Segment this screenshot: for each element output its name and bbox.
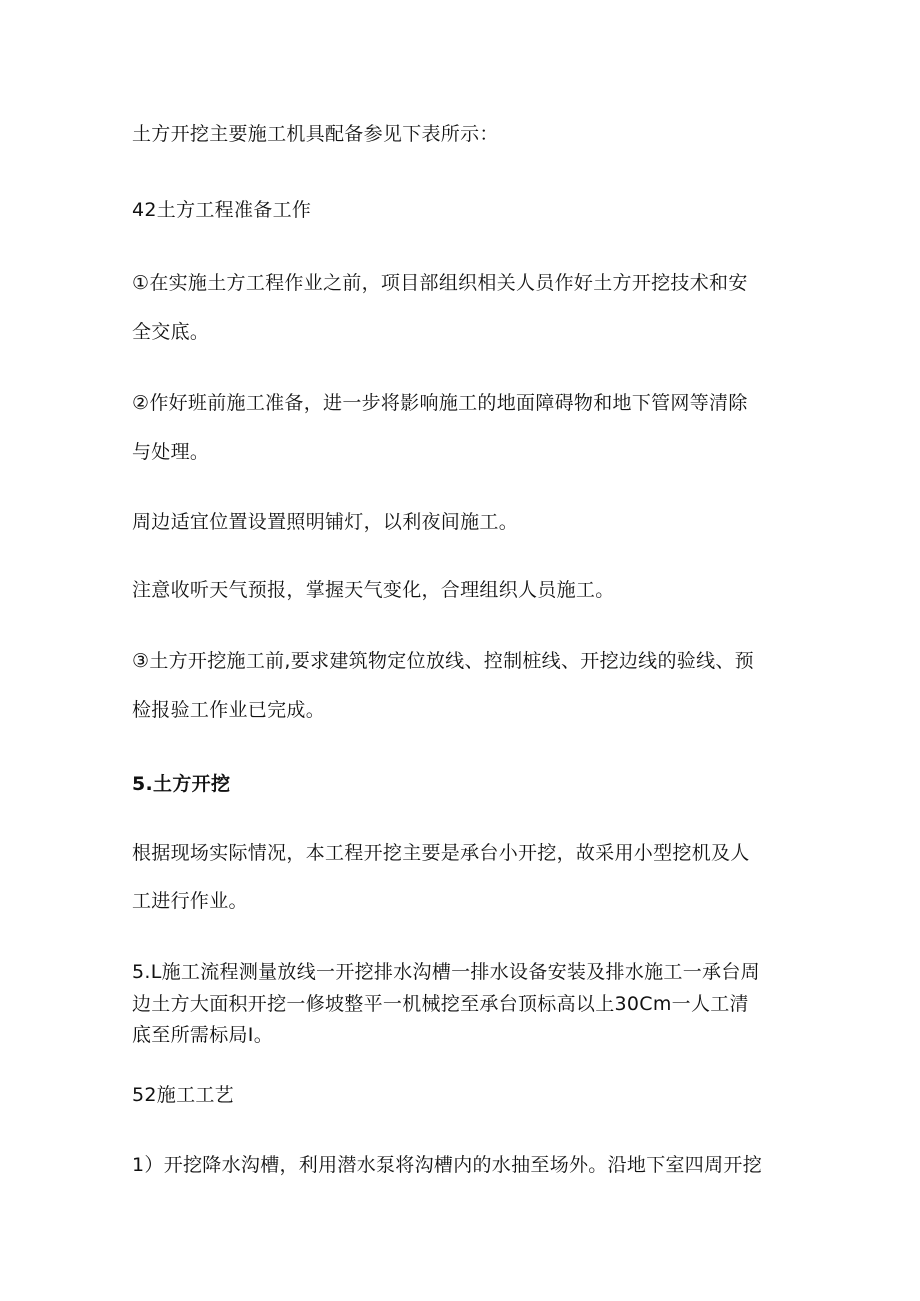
text-line-process-1: 1）开挖降水沟槽，利用潜水泵将沟槽内的水抽至场外。沿地下室四周开挖 [132, 1154, 762, 1176]
text-line-item-3-b: 检报验工作业已完成。 [132, 699, 326, 721]
text-line-lighting: 周边适宜位置设置照明铺灯，以利夜间施工。 [132, 511, 519, 533]
text-line-flow-b: 边土方大面积开挖一修坡整平一机械挖至承台顶标高以上30Cm一人工清 [132, 993, 749, 1015]
text-line-item-2-a: ②作好班前施工准备，进一步将影响施工的地面障碍物和地下管网等清除 [132, 392, 748, 414]
section-heading-5: 5.土方开挖 [132, 773, 231, 795]
text-line-weather: 注意收听天气预报，掌握天气变化，合理组织人员施工。 [132, 579, 615, 601]
text-line-item-1-a: ①在实施土方工程作业之前，项目部组织相关人员作好土方开挖技术和安 [132, 272, 748, 294]
text-line-item-3-a: ③土方开挖施工前,要求建筑物定位放线、控制桩线、开挖边线的验线、预 [132, 650, 754, 672]
text-line-excavation-b: 工进行作业。 [132, 890, 248, 912]
text-line-excavation-a: 根据现场实际情况，本工程开挖主要是承台小开挖，故采用小型挖机及人 [132, 842, 750, 864]
text-line-item-1-b: 全交底。 [132, 321, 210, 343]
section-heading-4-2: 42土方工程准备工作 [132, 199, 312, 221]
text-line-flow-a: 5.L施工流程测量放线一开挖排水沟槽一排水设备安装及排水施工一承台周 [132, 961, 760, 983]
text-line-intro: 土方开挖主要施工机具配备参见下表所示： [132, 123, 499, 145]
section-heading-5-2: 52施工工艺 [132, 1084, 234, 1106]
text-line-item-2-b: 与处理。 [132, 441, 210, 463]
text-line-flow-c: 底至所需标局I。 [132, 1024, 274, 1046]
